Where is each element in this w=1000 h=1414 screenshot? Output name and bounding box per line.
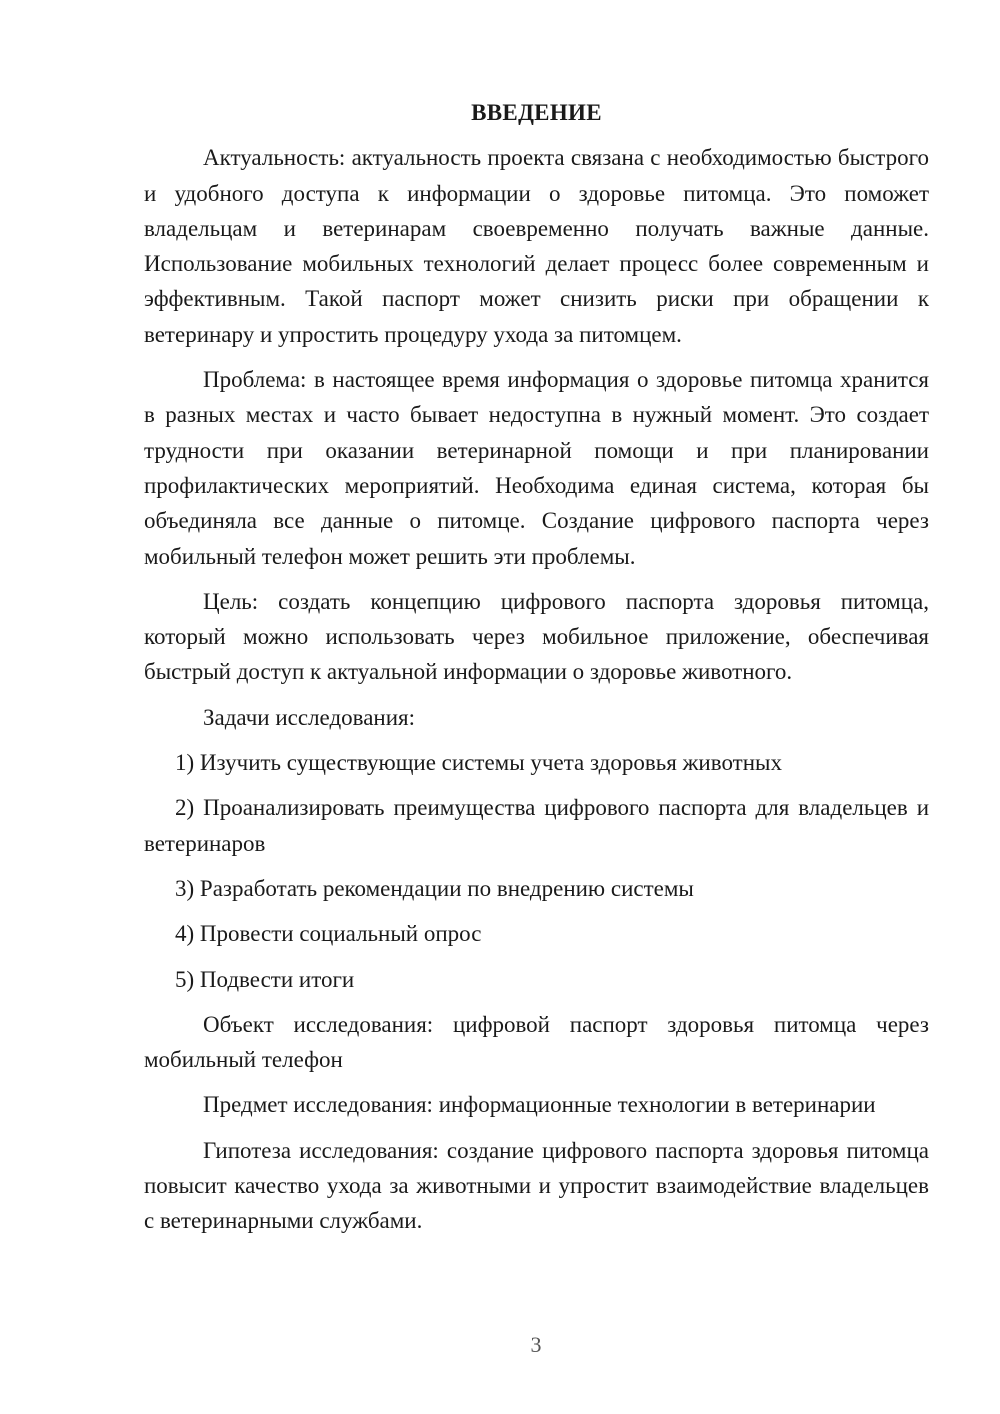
task-item-4: 4) Провести социальный опрос [175,921,482,947]
document-body [144,95,929,1249]
subject-paragraph: Предмет исследования: информационные технологии в ветеринарии [203,1092,876,1118]
task-item-2: 2) Проанализировать преимущества цифрового паспорта для владельцев и ветеринаров [144,795,929,856]
problem-paragraph: Проблема: в настоящее время информация о здоровье питомца хранится в разных местах и часто бывает недоступна в нужный момент. Это создает трудности при оказании ветеринарной помощи и при планировании профилактических мероприятий. Необходима единая система, которая бы объединяла все данные о питомце. Создание цифрового паспорта через мобильный телефон может решить эти проблемы. [144,367,929,569]
goal-paragraph: Цель: создать концепцию цифрового паспорта здоровья питомца, который можно использовать через мобильное приложение, обеспечивая быстрый доступ к актуальной информации о здоровье животного. [144,588,929,685]
page-title: ВВЕДЕНИЕ [471,100,602,125]
task-item-1: 1) Изучить существующие системы учета здоровья животных [175,750,782,776]
tasks-heading: Задачи исследования: [203,704,416,730]
page-number: 3 [530,1332,542,1357]
object-paragraph: Объект исследования: цифровой паспорт здоровья питомца через мобильный телефон [144,1011,929,1073]
task-item-5: 5) Подвести итоги [175,966,355,992]
relevance-paragraph: Актуальность: актуальность проекта связана с необходимостью быстрого и удобного доступа к информации о здоровье питомца. Это поможет владельцам и ветеринарам своевременно получать важные данные. Использование мобильных технологий делает процесс более современным и эффективным. Такой паспорт может снизить риски при обращении к ветеринару и упростить процедуру ухода за питомцем. [144,145,929,347]
task-item-3: 3) Разработать рекомендации по внедрению системы [175,875,694,901]
hypothesis-paragraph: Гипотеза исследования: создание цифрового паспорта здоровья питомца повысит качество ухода за животными и упростит взаимодействие владельцев с ветеринарными службами. [144,1137,929,1234]
